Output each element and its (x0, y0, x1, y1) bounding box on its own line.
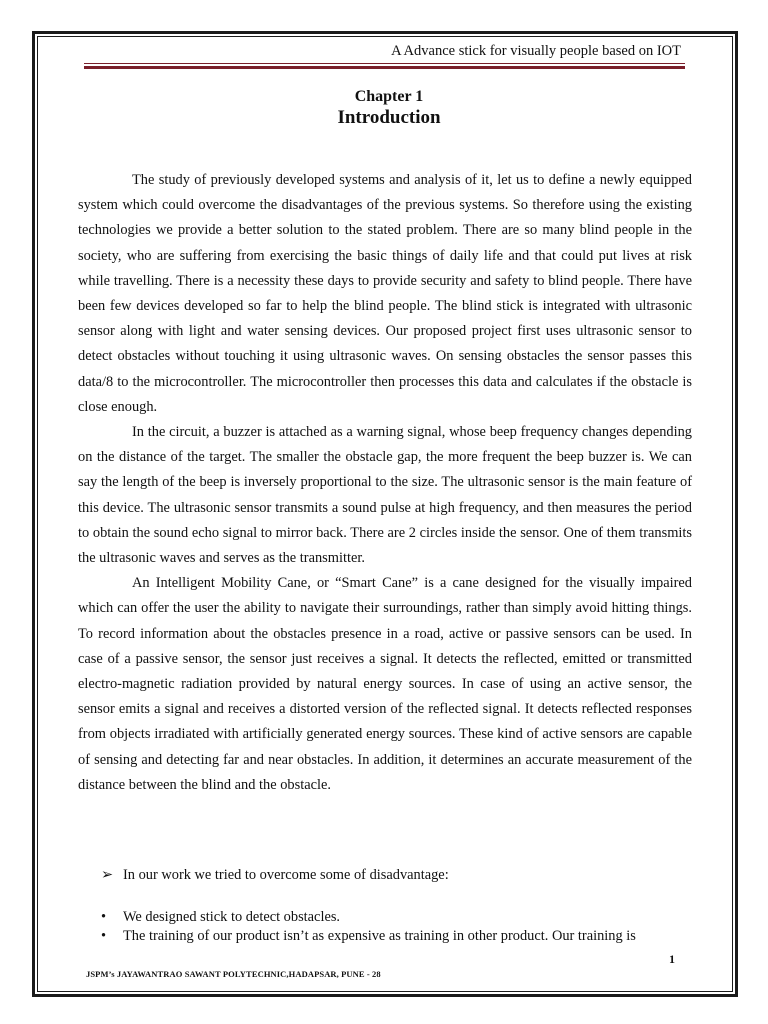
bullet-icon: • (101, 909, 107, 925)
paragraph: An Intelligent Mobility Cane, or “Smart Cane” is a cane designed for the visually impaired which can offer the user the ability to navigate their surroundings, rather than simply avoid hitting things. To record information about the obstacles presence in a road, active or passive sensors can be used. In case of a passive sensor, the sensor just receives a signal. It detects the reflected, emitted or transmitted electro-magnetic radiation provided by natural energy sources. In case of using an active sensor, the sensor emits a signal and receives a distorted version of the reflected signal. It detects reflected responses from objects irradiated with artificially generated energy sources. These kind of active sensors are capable of sensing and detecting far and near obstacles. In addition, it determines an accurate measurement of the distance between the blind and the obstacle. (78, 575, 692, 793)
bullet-icon: • (101, 928, 107, 944)
chapter-number: Chapter 1 (354, 88, 424, 105)
list-item (101, 927, 693, 946)
header-rule-thin (84, 63, 685, 64)
page-number: 1 (669, 952, 675, 966)
bullet-list (101, 908, 693, 946)
arrow-list-item-text: In our work we tried to overcome some of disadvantage: (123, 867, 449, 883)
arrow-bullet-icon: ➢ (101, 867, 114, 883)
list-item-text: We designed stick to detect obstacles. (123, 909, 341, 925)
paragraph: In the circuit, a buzzer is attached as a warning signal, whose beep frequency changes depending on the distance of the target. The smaller the obstacle gap, the more frequent the beep buzzer is. We can say the length of the beep is inversely proportional to the size. The ultrasonic sensor is the main feature of this device. The ultrasonic sensor transmits a sound pulse at high frequency, and then measures the period to obtain the sound echo signal to mirror back. There are 2 circles inside the sensor. One of them transmits the ultrasonic waves and serves as the transmitter. (78, 424, 692, 567)
list-item-text: The training of our product isn’t as expensive as training in other product. Our training is (123, 928, 636, 944)
chapter-title: Introduction (337, 107, 441, 128)
paragraph: The study of previously developed systems and analysis of it, let us to define a newly equipped system which could overcome the disadvantages of the previous systems. So therefore using the existing technologies we provide a better solution to the stated problem. There are so many blind people in the society, who are suffering from exercising the basic things of daily life and that could put lives at risk while travelling. There is a necessity these days to provide security and safety to blind people. There have been few devices developed so far to help the blind people. The blind stick is integrated with ultrasonic sensor along with light and water sensing devices. Our proposed project first uses ultrasonic sensor to detect obstacles without touching it using ultrasonic waves. On sensing obstacles the sensor passes this data/8 to the microcontroller. The microcontroller then processes this data and calculates if the obstacle is close enough. (78, 172, 692, 415)
arrow-list-item (101, 867, 449, 884)
list-item (101, 908, 693, 927)
running-header: A Advance stick for visually people based on IOT (391, 43, 681, 59)
page-footer: JSPM’s JAYAWANTRAO SAWANT POLYTECHNIC,HADAPSAR, PUNE - 28 (86, 969, 381, 979)
body-text (78, 168, 692, 798)
header-rule-thick (84, 66, 685, 69)
